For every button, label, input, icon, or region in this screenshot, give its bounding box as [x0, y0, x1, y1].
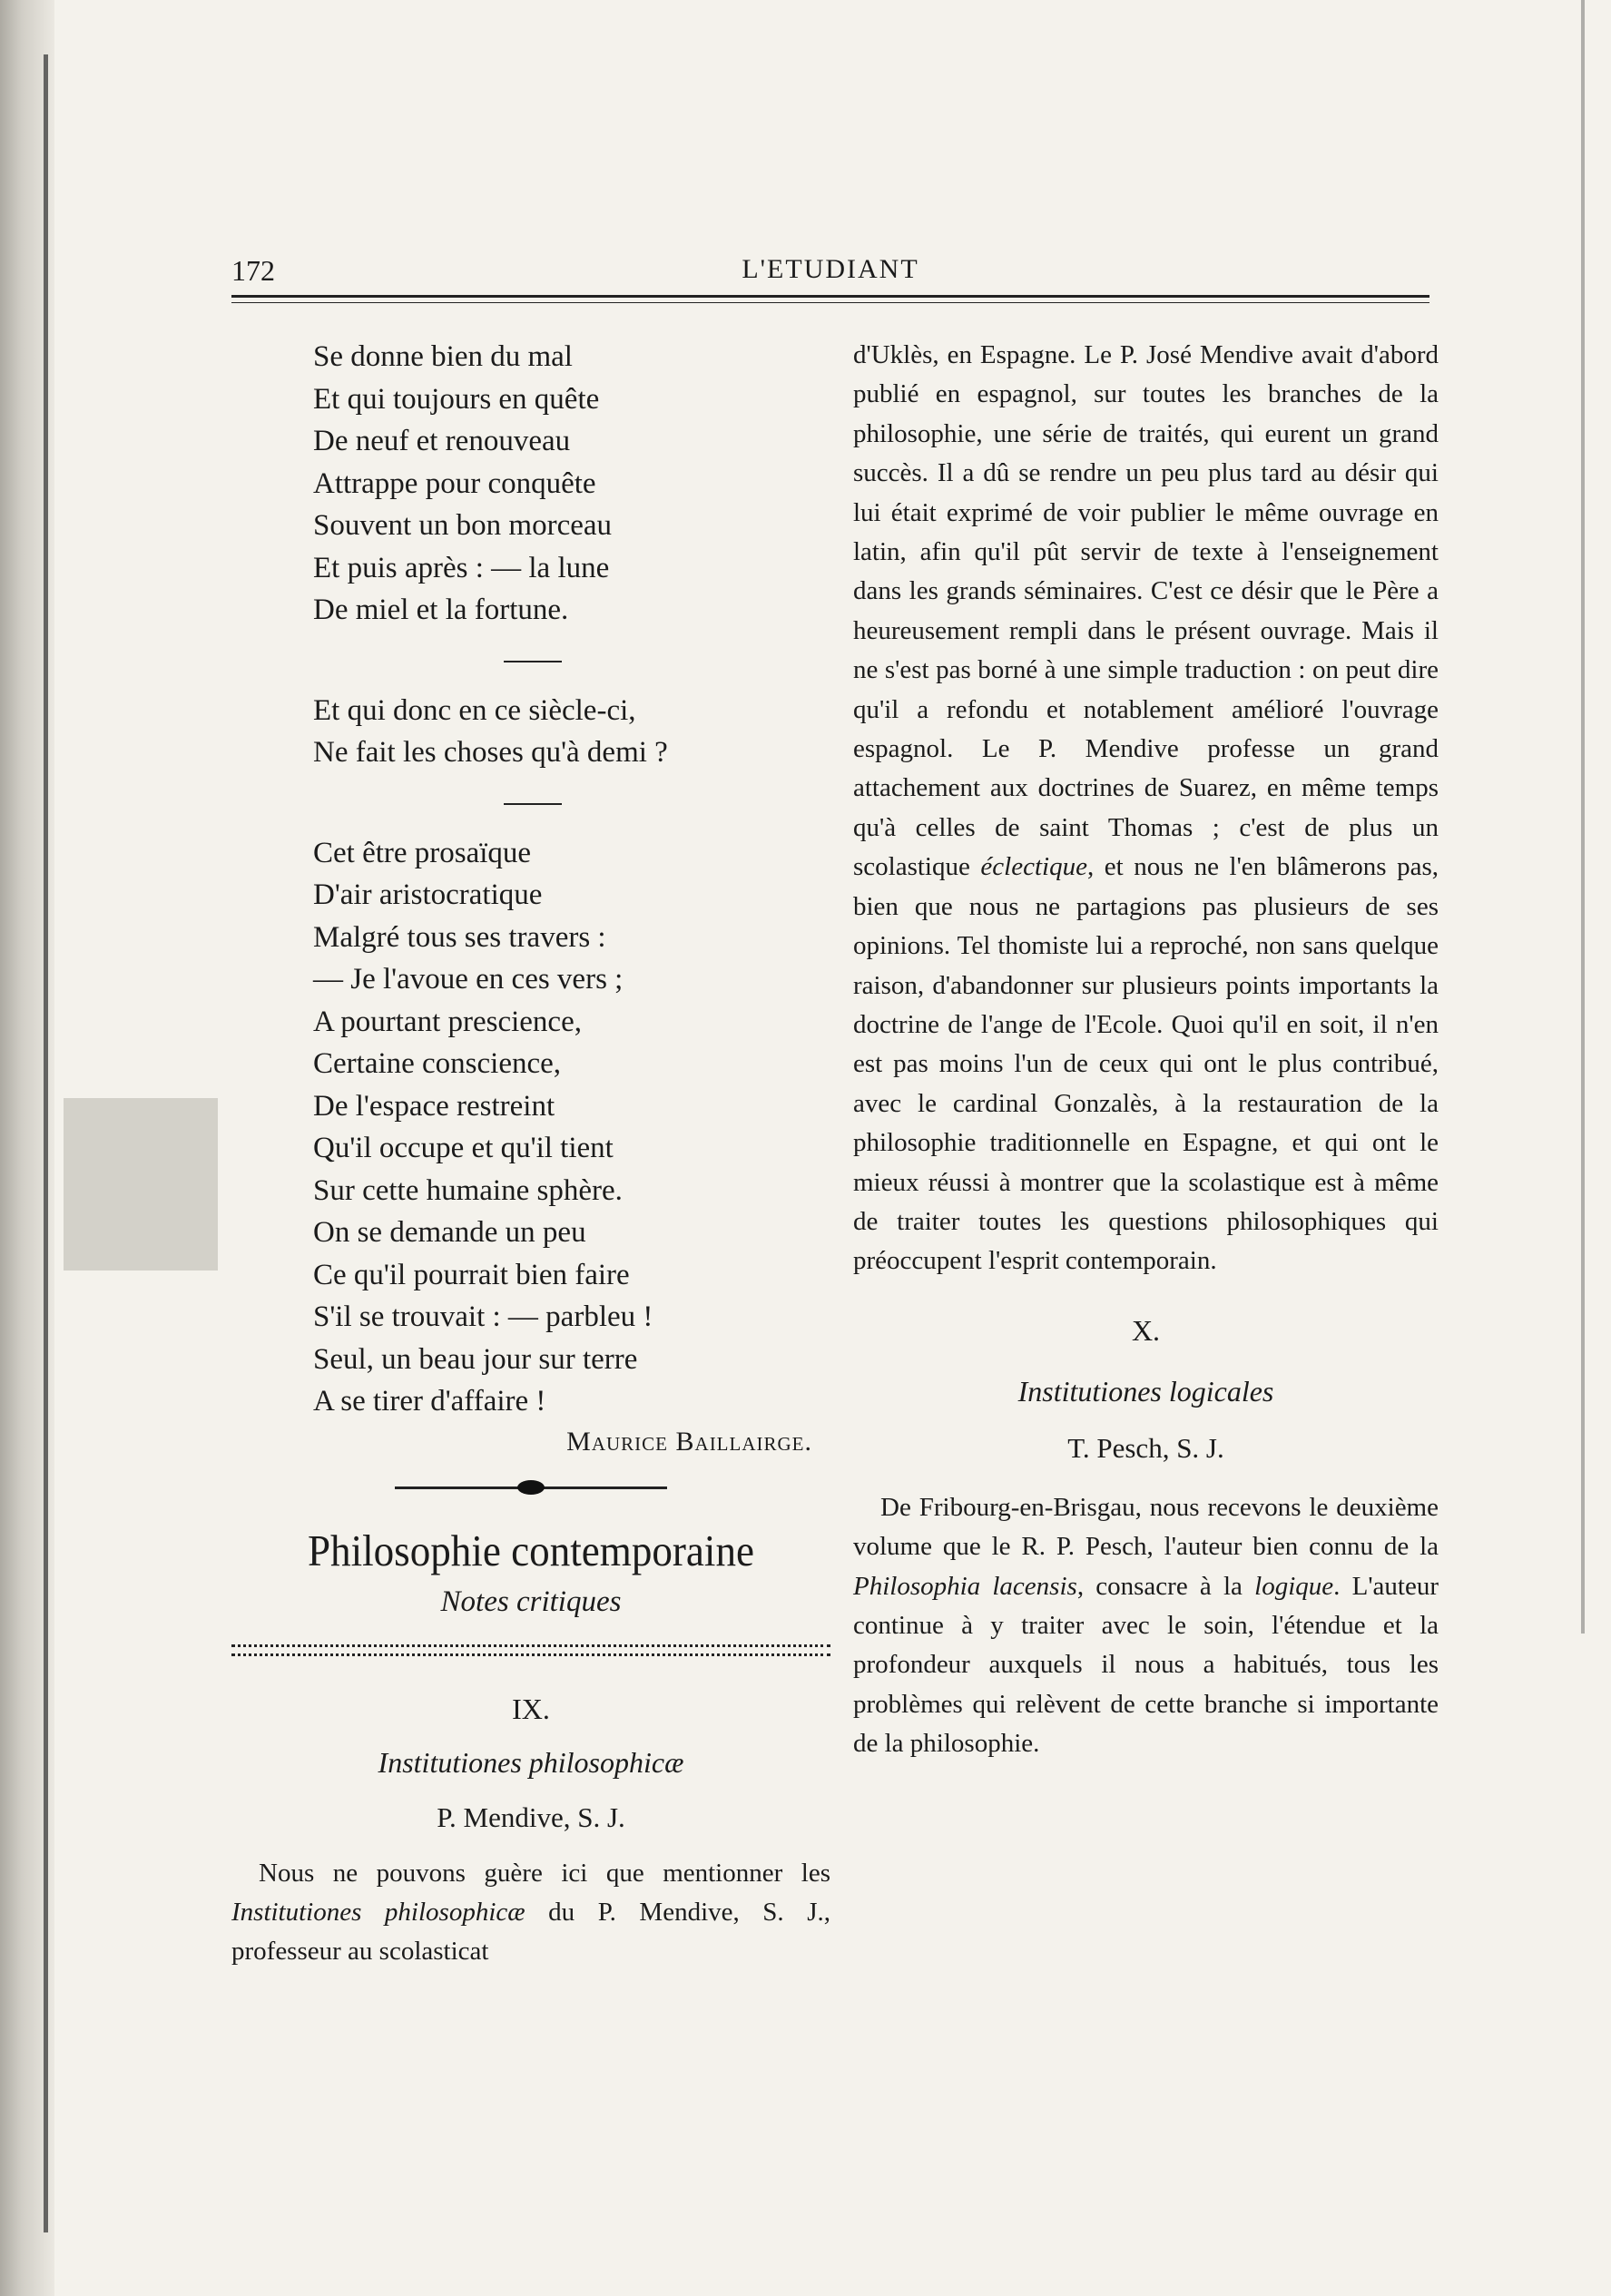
page-header: [231, 254, 1429, 290]
verse-line: Malgré tous ses travers :: [313, 920, 606, 954]
section-rule: [231, 1644, 830, 1656]
verse-line: D'air aristocratique: [313, 878, 543, 911]
verse-line: Ne fait les choses qu'à demi ?: [313, 736, 668, 769]
stanza-separator: [504, 803, 562, 805]
body-text: . L'auteur continue à y traiter avec le soin, l'étendue et la profondeur auxquels il nous a habitués, tous les problèmes qui relèvent de cette branche si importante de la philosophie.: [853, 1571, 1439, 1759]
paper-stain: [64, 1098, 218, 1271]
left-column: [231, 336, 830, 1972]
body-text: d'Uklès, en Espagne. Le P. José Mendive avait d'abord publié en espagnol, sur toutes les branches de la philosophie, une série de traités, qui eurent un grand succès. Il a dû se rendre un peu plus tard au désir qui lui était exprimé de voir publier le même ouvrage en latin, afin qu'il pût servir de texte à l'enseignement dans les grands séminaires. C'est ce désir que le Père a heureusement rempli dans le présent ouvrage. Mais il ne s'est pas borné à une simple traduction : on peut dire qu'il a refondu et notablement amélioré l'ouvrage espagnol. Le P. Mendive professe un grand attachement aux doctrines de Suarez, en même temps qu'à celles de saint Thomas ; c'est de plus un scolastique: [853, 340, 1439, 882]
verse-line: De l'espace restreint: [313, 1089, 555, 1123]
body-italic: éclectique: [980, 852, 1087, 882]
verse-line: De miel et la fortune.: [313, 594, 569, 626]
page-number: 172: [231, 254, 275, 287]
article-title: Institutiones logicales: [1017, 1374, 1274, 1408]
verse-line: Se donne bien du mal: [313, 340, 573, 373]
verse-line: Souvent un bon morceau: [313, 509, 613, 542]
poem-author: Maurice Baillairge.: [566, 1426, 812, 1457]
article-author: T. Pesch, S. J.: [1067, 1431, 1224, 1464]
verse-line: A pourtant prescience,: [313, 1005, 582, 1038]
ornamental-divider: [395, 1477, 667, 1499]
running-head: L'ETUDIANT: [742, 254, 919, 284]
article-body-continued: [853, 336, 1439, 1281]
verse-line: S'il se trouvait : — parbleu !: [313, 1300, 653, 1333]
verse-line: De neuf et renouveau: [313, 425, 571, 457]
verse-line: Seul, un beau jour sur terre: [313, 1342, 638, 1376]
right-edge-line: [1581, 0, 1585, 1634]
verse-line: Sur cette humaine sphère.: [313, 1173, 623, 1207]
verse-line: Et puis après : — la lune: [313, 551, 610, 584]
binding-line: [44, 54, 48, 2232]
article-body: [853, 1488, 1439, 1764]
verse-line: Ce qu'il pourrait bien faire: [313, 1258, 630, 1291]
verse-line: — Je l'avoue en ces vers ;: [313, 963, 624, 996]
verse-line: Certaine conscience,: [313, 1047, 562, 1080]
verse-line: On se demande un peu: [313, 1216, 586, 1249]
verse-line: A se tirer d'affaire !: [313, 1385, 546, 1418]
verse-line: Attrappe pour conquête: [313, 466, 596, 500]
stanza-separator: [504, 661, 562, 662]
article-author: P. Mendive, S. J.: [437, 1800, 625, 1833]
section-title: Philosophie contemporaine: [307, 1525, 755, 1575]
body-text: De Fribourg-en-Brisgau, nous recevons le deuxième volume que le R. P. Pesch, l'auteur bien connu de la: [853, 1492, 1439, 1562]
verse-line: Cet être prosaïque: [313, 836, 532, 869]
body-text: du P. Mendive, S. J., professeur au scolasticat: [231, 1897, 830, 1967]
poem-stanza-1: [231, 336, 830, 632]
verse-line: Et qui toujours en quête: [313, 382, 600, 416]
article-title: Institutiones philosophicæ: [378, 1745, 684, 1779]
body-text: Nous ne pouvons guère ici que mentionner les: [259, 1858, 830, 1888]
right-column: [853, 336, 1439, 1764]
header-rule: [231, 295, 1429, 298]
section-subtitle: Notes critiques: [440, 1585, 622, 1618]
body-italic: Philosophia lacensis: [853, 1571, 1077, 1601]
body-italic: logique: [1254, 1571, 1334, 1601]
verse-line: Qu'il occupe et qu'il tient: [313, 1132, 614, 1164]
body-text: , et nous ne l'en blâmerons pas, bien que nous ne partagions pas plusieurs de ses opinions. Tel thomiste lui a reproché, non sans quelque raison, d'abandonner sur plusieurs points importants la doctrine de l'ange de l'Ecole. Quoi qu'il en soit, il n'en est pas moins l'un de ceux qui ont le plus contribué, avec le cardinal Gonzalès, à la restauration de la philosophie traditionnelle en Espagne, et qui ont le mieux réussi à montrer que la scolastique est à même de traiter toutes les questions philosophiques qui préoccupent l'esprit contemporain.: [853, 852, 1439, 1276]
article-body: [231, 1854, 830, 1972]
body-text: , consacre à la: [1076, 1571, 1255, 1601]
poem-stanza-2: [231, 690, 830, 774]
verse-line: Et qui donc en ce siècle-ci,: [313, 693, 636, 727]
body-italic: Institutiones philosophicæ: [231, 1897, 526, 1927]
article-number: IX.: [512, 1692, 550, 1725]
header-rule-thin: [231, 302, 1429, 303]
article-number: X.: [1131, 1313, 1161, 1347]
poem-stanza-3: [231, 832, 830, 1423]
